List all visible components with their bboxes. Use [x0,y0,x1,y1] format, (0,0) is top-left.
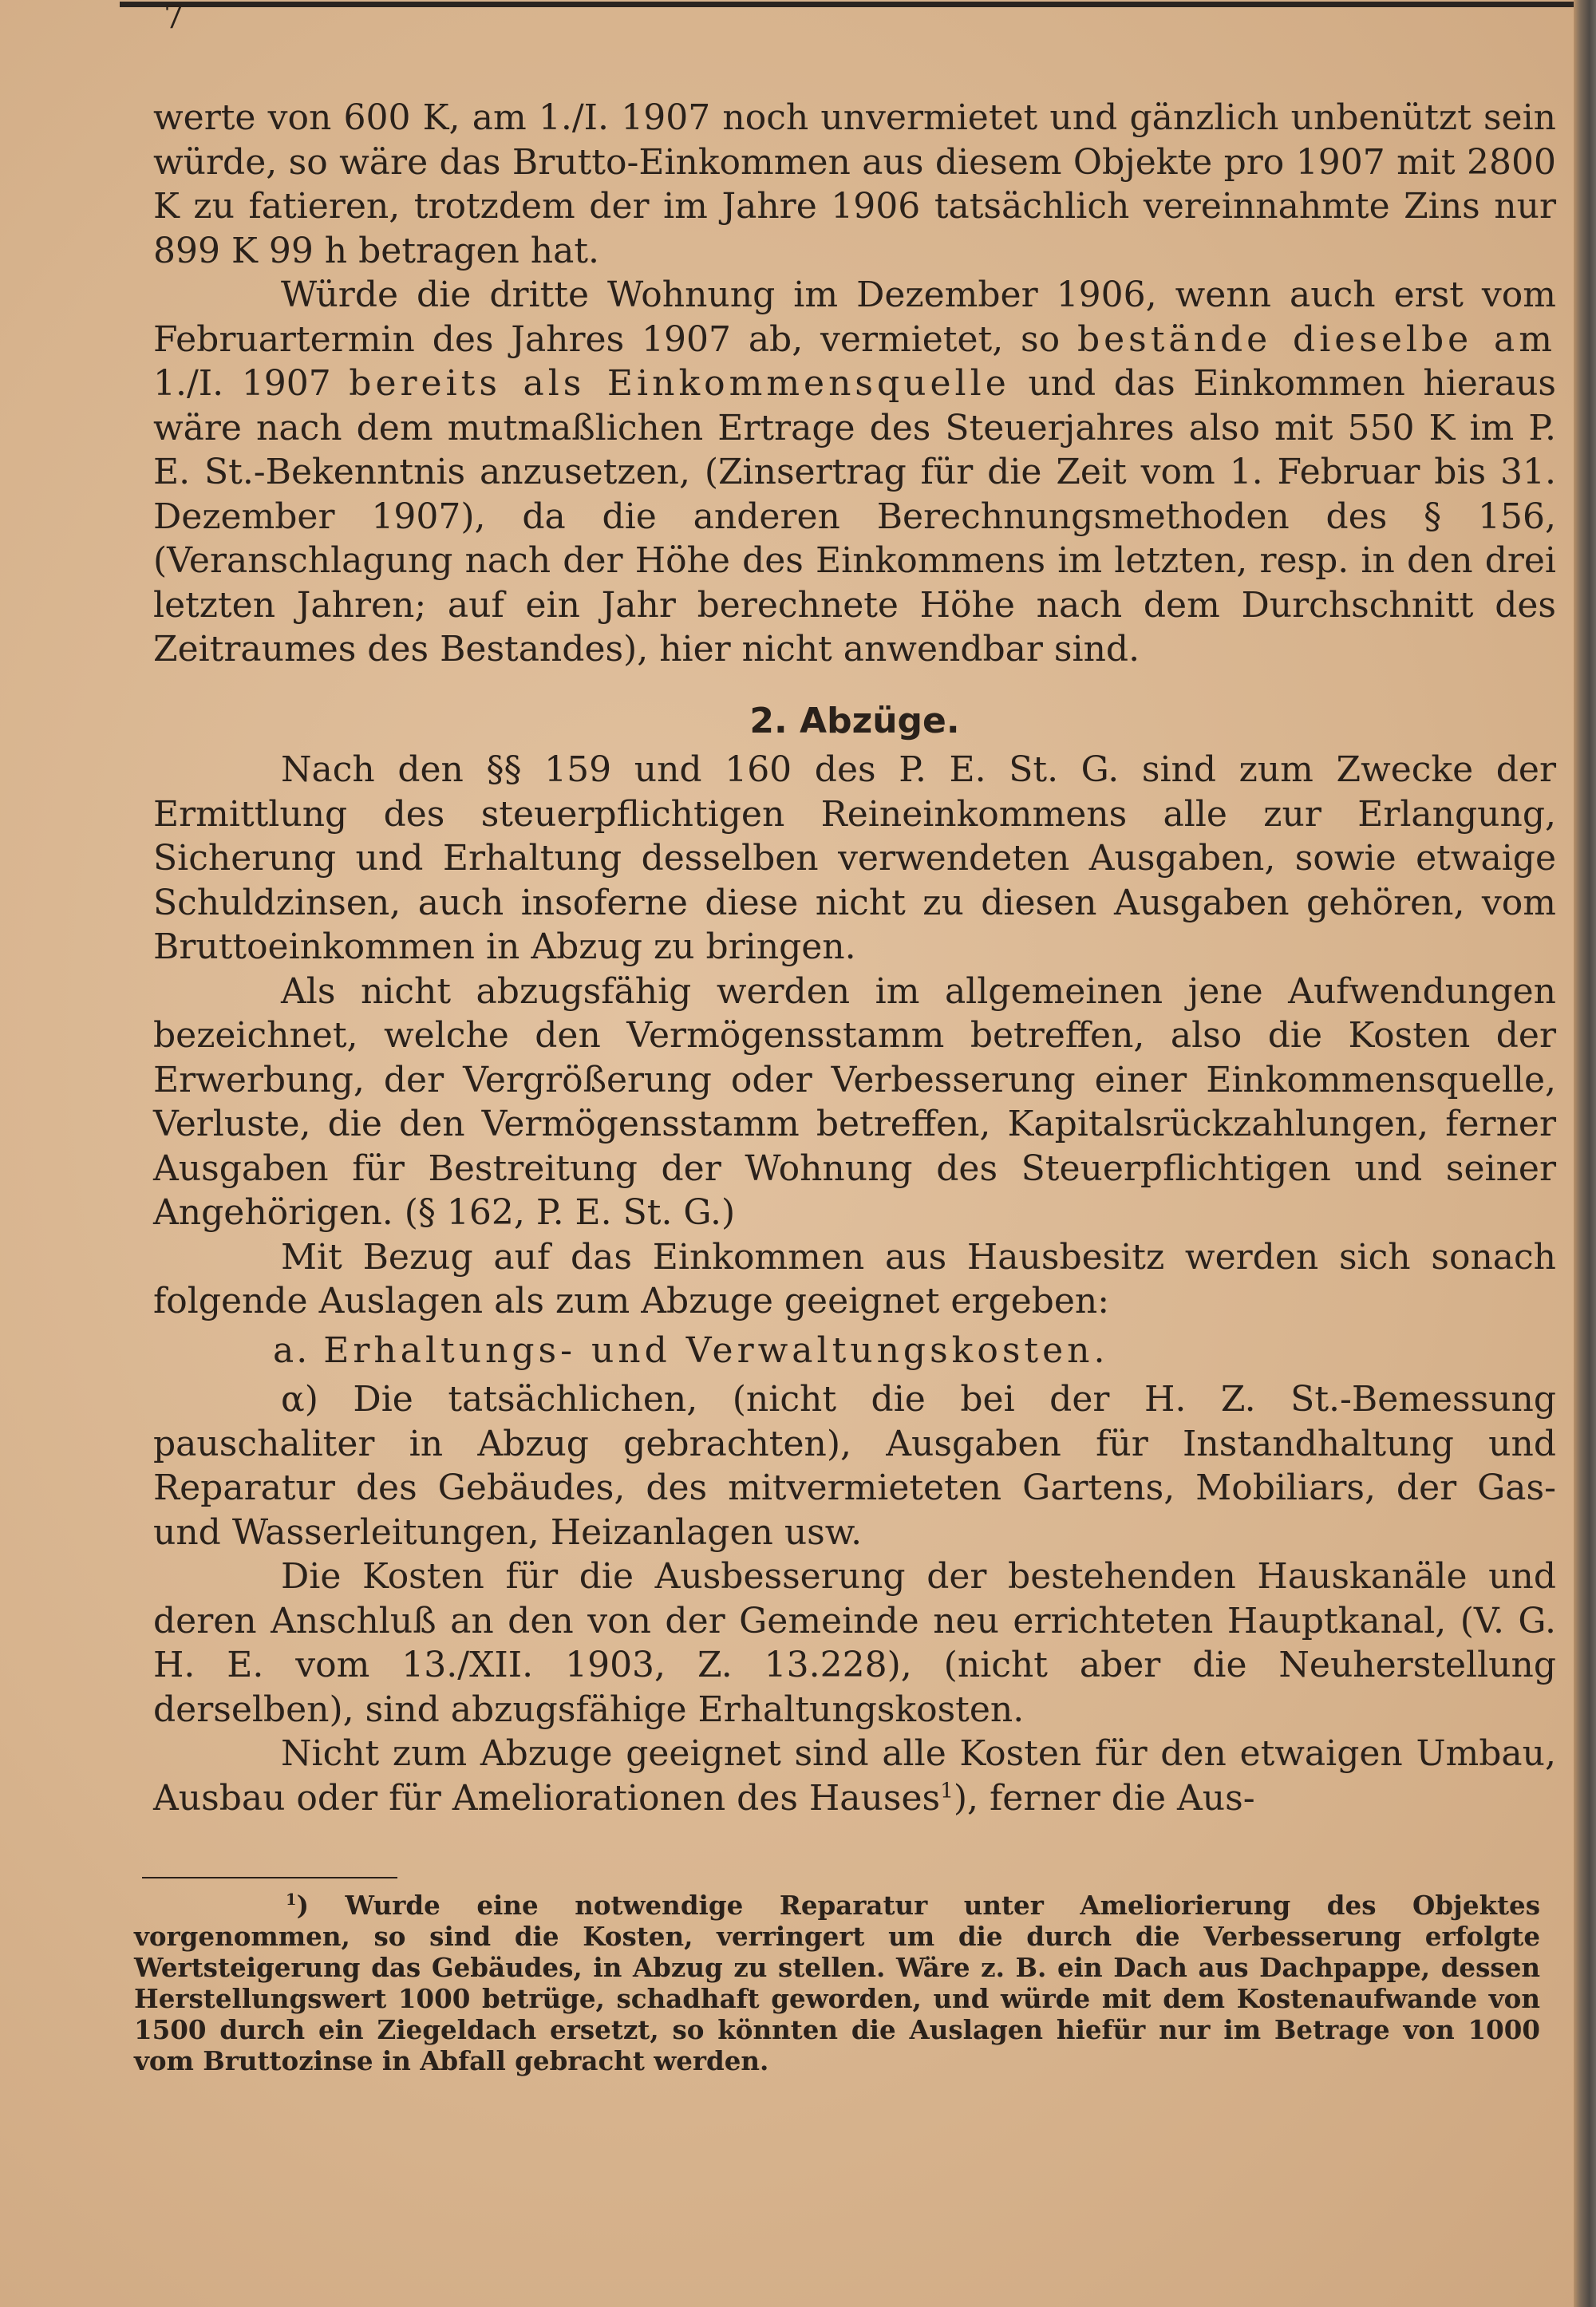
paragraph-2 [153,273,1556,672]
section-heading: 2. Abzüge. [749,700,960,741]
paragraph-2-end: und das Einkommen hieraus wäre nach dem mutmaßlichen Ertrage des Steuerjahres also mit 550 K im P. E. St.-Bekenntnis anzusetzen, (Zinsertrag für die Zeit vom 1. Februar bis 31. Dezember 1907), da die anderen Berechnungsmethoden des § 156, (Veranschlagung nach der Höhe des Einkommens im letzten, resp. in den drei letzten Jahren; auf ein Jahr berechnete Höhe nach dem Durchschnitt des Zeitraumes des Bestandes), hier nicht anwendbar sind. [153,363,1556,670]
list-item-a-label: a. [273,1329,310,1371]
paragraph-8-text: Nicht zum Abzuge geeignet sind alle Kosten für den etwaigen Umbau, Ausbau oder für Ameliorationen des Hauses [153,1733,1556,1819]
paragraph-6: α) Die tatsächlichen, (nicht die bei der H. Z. St.-Bemessung pauschaliter in Abzug gebrachten), Ausgaben für Instandhaltung und Reparatur des Gebäudes, des mitvermieteten Gartens, Mobiliars, der Gas- und Wasserleitungen, Heizanlagen usw. [153,1379,1556,1553]
paragraph-2-start: Würde die dritte Wohnung im Dezember 1906, wenn auch erst vom Februartermin des Jahres 1907 ab, vermietet, so [153,275,1556,360]
paragraph-2-date: 1./I. 1907 [153,363,331,404]
list-item-a [153,1329,1556,1373]
spaced-emphasis-2: bereits als Einkommensquelle [349,363,1010,404]
footnote-text [134,1890,1540,2076]
footnote-marker: 1 [286,1890,297,1910]
spaced-emphasis-1: bestände dieselbe am [1077,318,1556,360]
paragraph-8 [153,1732,1556,1820]
main-text [153,96,1556,1820]
footnote-body: ) Wurde eine notwendige Reparatur unter Ameliorierung des Objektes vorgenommen, so sind die Kosten, verringert um die durch die Verbesserung erfolgte Wertsteigerung das Gebäudes, in Abzug zu stellen. Wäre z. B. ein Dach aus Dachpappe, dessen Herstellungswert 1000 betrüge, schadhaft geworden, und würde mit dem Kostenaufwande von 1500 durch ein Ziegeldach ersetzt, so könnten die Auslagen hiefür nur im Betrage von 1000 vom Bruttozinse in Abfall gebracht werden. [134,1890,1540,2076]
page-number: 7 [164,0,184,36]
footnote-rule [142,1877,397,1878]
list-item-a-text: Erhaltungs- und Verwaltungskosten. [323,1329,1109,1371]
paragraph-5: Mit Bezug auf das Einkommen aus Hausbesitz werden sich sonach folgende Auslagen als zum Abzuge geeignet ergeben: [153,1236,1556,1321]
paragraph-7: Die Kosten für die Ausbesserung der bestehenden Hauskanäle und deren Anschluß an den von der Gemeinde neu errichteten Hauptkanal, (V. G. H. E. vom 13./XII. 1903, Z. 13.228), (nicht aber die Neuherstellung derselben), sind abzugsfähige Erhaltungskosten. [153,1556,1556,1730]
paragraph-8-end: ), ferner die Aus- [953,1777,1255,1819]
footnote-reference[interactable]: 1 [940,1777,954,1803]
page-edge [1574,0,1596,2307]
footnote [134,1890,1540,2076]
paragraph-1: werte von 600 K, am 1./I. 1907 noch unvermietet und gänzlich unbenützt sein würde, so wäre das Brutto-Einkommen aus diesem Objekte pro 1907 mit 2800 K zu fatieren, trotzdem der im Jahre 1906 tatsächlich vereinnahmte Zins nur 899 K 99 h betragen hat. [153,97,1556,271]
top-rule [120,2,1588,7]
paragraph-4: Als nicht abzugsfähig werden im allgemeinen jene Aufwendungen bezeichnet, welche den Vermögensstamm betreffen, also die Kosten der Erwerbung, der Vergrößerung oder Verbesserung einer Einkommensquelle, Verluste, die den Vermögensstamm betreffen, Kapitalsrückzahlungen, ferner Ausgaben für Bestreitung der Wohnung des Steuerpflichtigen und seiner Angehörigen. (§ 162, P. E. St. G.) [153,970,1556,1233]
paragraph-3: Nach den §§ 159 und 160 des P. E. St. G. sind zum Zwecke der Ermittlung des steuerpflichtigen Reineinkommens alle zur Erlangung, Sicherung und Erhaltung desselben verwendeten Ausgaben, sowie etwaige Schuldzinsen, auch insoferne diese nicht zu diesen Ausgaben gehören, vom Bruttoeinkommen in Abzug zu bringen. [153,749,1556,967]
